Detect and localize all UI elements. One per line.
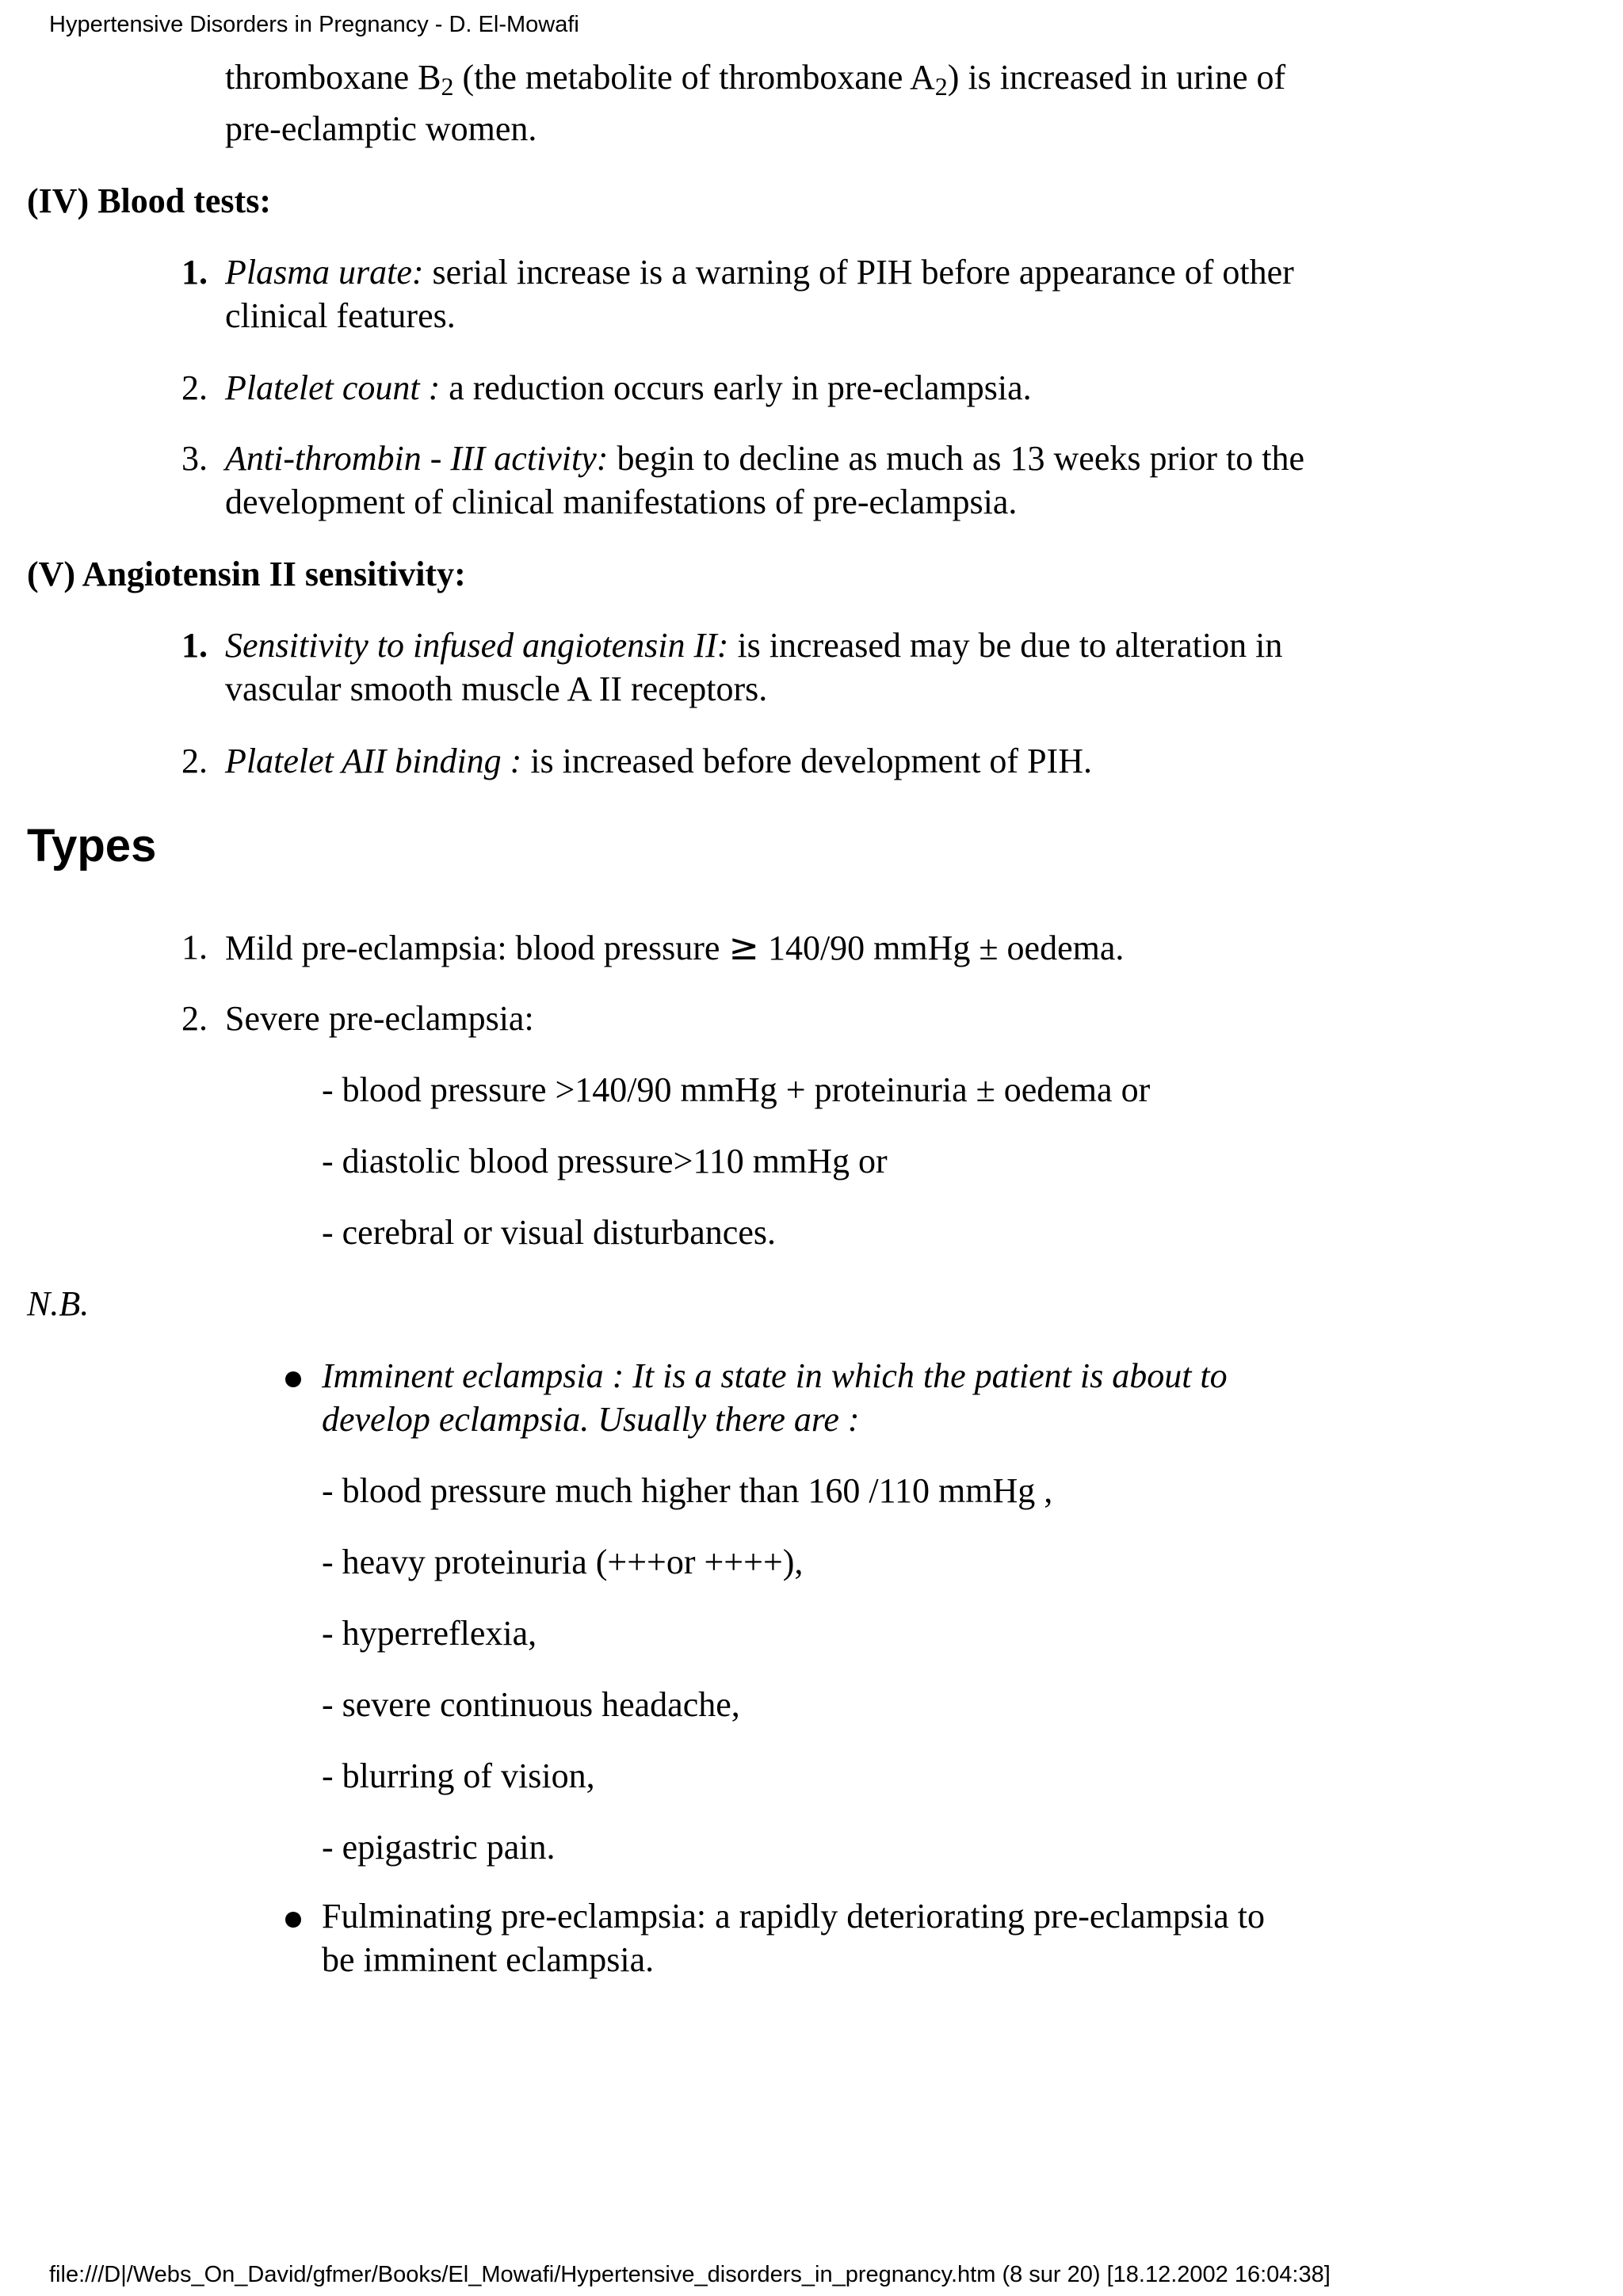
severe-criterion-3: - cerebral or visual disturbances. xyxy=(322,1213,776,1252)
imminent-eclampsia-line-1: Imminent eclampsia : It is a state in which the patient is about to xyxy=(322,1356,1228,1395)
types-number-2: 2. xyxy=(181,999,208,1038)
blood-test-item-1-cont: clinical features. xyxy=(225,296,456,335)
severe-criterion-1: - blood pressure >140/90 mmHg + proteinuria ± oedema or xyxy=(322,1070,1151,1109)
intro-subscript-1: 2 xyxy=(441,72,454,101)
imminent-sign-5: - blurring of vision, xyxy=(322,1756,595,1795)
severe-criterion-2: - diastolic blood pressure>110 mmHg or xyxy=(322,1142,888,1180)
intro-line-1 xyxy=(225,55,1285,99)
intro-subscript-2: 2 xyxy=(934,72,948,101)
bullet-icon xyxy=(285,1371,301,1387)
blood-test-item-2 xyxy=(225,366,1032,410)
angiotensin-item-2 xyxy=(225,739,1092,783)
angiotensin-number-1: 1. xyxy=(181,626,208,665)
types-heading: Types xyxy=(27,820,157,871)
page-header: Hypertensive Disorders in Pregnancy - D. El-Mowafi xyxy=(49,12,579,37)
blood-test-number-1: 1. xyxy=(181,253,208,292)
blood-test-text-2: a reduction occurs early in pre-eclampsia. xyxy=(440,368,1032,407)
angiotensin-text-2: is increased before development of PIH. xyxy=(521,742,1092,780)
blood-test-item-1 xyxy=(225,250,1294,294)
fulminating-line-2: be imminent eclampsia. xyxy=(322,1940,655,1979)
imminent-sign-4: - severe continuous headache, xyxy=(322,1685,740,1724)
blood-test-term-3: Anti-thrombin - III activity: xyxy=(225,439,609,478)
types-item-1-text-a: Mild pre-eclampsia: blood pressure xyxy=(225,929,729,967)
blood-tests-heading: (IV) Blood tests: xyxy=(27,181,271,220)
types-item-2: Severe pre-eclampsia: xyxy=(225,999,534,1038)
intro-line-2: pre-eclamptic women. xyxy=(225,109,537,148)
page-footer-path: file:///D|/Webs_On_David/gfmer/Books/El_Mowafi/Hypertensive_disorders_in_pregnancy.htm (8 sur 20) [18.12.2002 16:04:38] xyxy=(49,2262,1331,2287)
blood-test-item-3-cont: development of clinical manifestations of pre-eclampsia. xyxy=(225,482,1018,521)
imminent-sign-2: - heavy proteinuria (+++or ++++), xyxy=(322,1543,804,1581)
fulminating-line-1: Fulminating pre-eclampsia: a rapidly deteriorating pre-eclampsia to xyxy=(322,1897,1266,1936)
intro-text-a: thromboxane B xyxy=(225,58,441,97)
blood-test-number-2: 2. xyxy=(181,368,208,407)
blood-test-term-1: Plasma urate: xyxy=(225,253,424,292)
angiotensin-number-2: 2. xyxy=(181,742,208,780)
angiotensin-term-2: Platelet AII binding : xyxy=(225,742,522,780)
imminent-sign-1: - blood pressure much higher than 160 /110 mmHg , xyxy=(322,1471,1053,1510)
types-item-1-text-b: 140/90 mmHg ± oedema. xyxy=(758,929,1125,967)
nb-label: N.B. xyxy=(27,1284,90,1323)
bullet-icon xyxy=(285,1912,301,1928)
angiotensin-heading: (V) Angiotensin II sensitivity: xyxy=(27,555,466,593)
blood-test-number-3: 3. xyxy=(181,439,208,478)
imminent-sign-3: - hyperreflexia, xyxy=(322,1614,537,1653)
types-item-1 xyxy=(225,925,1124,970)
angiotensin-item-1-cont: vascular smooth muscle A II receptors. xyxy=(225,669,768,708)
greater-equal-symbol: ≥ xyxy=(728,925,759,968)
imminent-sign-6: - epigastric pain. xyxy=(322,1828,556,1867)
blood-test-text-1: serial increase is a warning of PIH before appearance of other xyxy=(423,253,1294,292)
angiotensin-item-1 xyxy=(225,624,1282,667)
types-number-1: 1. xyxy=(181,928,208,967)
blood-test-item-3 xyxy=(225,437,1304,480)
imminent-eclampsia-line-2: develop eclampsia. Usually there are : xyxy=(322,1400,860,1439)
blood-test-term-2: Platelet count : xyxy=(225,368,441,407)
angiotensin-term-1: Sensitivity to infused angiotensin II: xyxy=(225,626,729,665)
blood-test-text-3: begin to decline as much as 13 weeks prior to the xyxy=(608,439,1304,478)
intro-text-b: (the metabolite of thromboxane A xyxy=(453,58,935,97)
angiotensin-text-1: is increased may be due to alteration in xyxy=(728,626,1283,665)
intro-text-c: ) is increased in urine of xyxy=(947,58,1286,97)
